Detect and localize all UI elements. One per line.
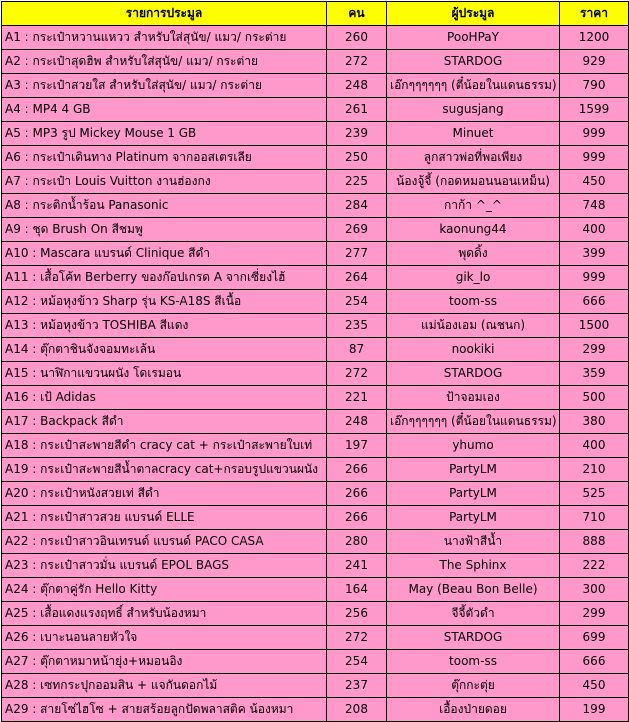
votes-cell: 235	[327, 314, 387, 338]
price-cell: 299	[560, 602, 629, 626]
table-row	[2, 698, 629, 722]
bidder-cell: เอื้องป่ายดอย	[387, 698, 560, 722]
table-row	[2, 74, 629, 98]
item-cell: A23 : กระเป๋าสาวมั่น แบรนด์ EPOL BAGS	[2, 554, 327, 578]
price-cell: 666	[560, 290, 629, 314]
votes-cell: 248	[327, 74, 387, 98]
price-cell: 999	[560, 146, 629, 170]
votes-cell: 261	[327, 98, 387, 122]
table-row	[2, 362, 629, 386]
price-cell: 748	[560, 194, 629, 218]
bidder-cell: ลูกสาวพ่อที่พอเพียง	[387, 146, 560, 170]
table-row	[2, 410, 629, 434]
price-cell: 666	[560, 650, 629, 674]
price-cell: 888	[560, 530, 629, 554]
item-cell: A27 : ตุ๊กตาหมาหน้ายุ่ง+หมอนอิง	[2, 650, 327, 674]
item-cell: A28 : เซทกระปุกออมสิน + แจกันดอกไม้	[2, 674, 327, 698]
item-cell: A8 : กระติกน้ำร้อน Panasonic	[2, 194, 327, 218]
price-cell: 450	[560, 170, 629, 194]
votes-cell: 256	[327, 602, 387, 626]
table-row	[2, 170, 629, 194]
table-row	[2, 290, 629, 314]
votes-cell: 280	[327, 530, 387, 554]
item-cell: A12 : หม้อหุงข้าว Sharp รุ่น KS-A18S สีเนื้อ	[2, 290, 327, 314]
bidder-cell: The Sphinx	[387, 554, 560, 578]
item-cell: A16 : เป้ Adidas	[2, 386, 327, 410]
price-cell: 790	[560, 74, 629, 98]
table-row	[2, 26, 629, 50]
votes-cell: 266	[327, 506, 387, 530]
table-row	[2, 386, 629, 410]
table-row	[2, 530, 629, 554]
table-header-row	[2, 2, 629, 26]
item-cell: A1 : กระเป๋าหวานแหวว สำหรับใส่สุนัข/ แมว/ กระต่าย	[2, 26, 327, 50]
price-cell: 999	[560, 266, 629, 290]
item-cell: A6 : กระเป๋าเดินทาง Platinum จากออสเตรเลีย	[2, 146, 327, 170]
price-cell: 210	[560, 458, 629, 482]
price-cell: 399	[560, 242, 629, 266]
bidder-cell: แม่น้องเอม (ณชนก)	[387, 314, 560, 338]
header-item: รายการประมูล	[2, 2, 327, 26]
table-row	[2, 674, 629, 698]
price-cell: 1599	[560, 98, 629, 122]
table-row	[2, 458, 629, 482]
bidder-cell: May (Beau Bon Belle)	[387, 578, 560, 602]
votes-cell: 239	[327, 122, 387, 146]
table-row	[2, 218, 629, 242]
table-row	[2, 194, 629, 218]
bidder-cell: STARDOG	[387, 626, 560, 650]
table-row	[2, 578, 629, 602]
item-cell: A18 : กระเป๋าสะพายสีดำ cracy cat + กระเป๋าสะพายใบเท่	[2, 434, 327, 458]
price-cell: 1500	[560, 314, 629, 338]
votes-cell: 250	[327, 146, 387, 170]
bidder-cell: จีจี้ตัวดำ	[387, 602, 560, 626]
bidder-cell: PooHPaY	[387, 26, 560, 50]
table-row	[2, 506, 629, 530]
price-cell: 400	[560, 218, 629, 242]
votes-cell: 237	[327, 674, 387, 698]
price-cell: 199	[560, 698, 629, 722]
votes-cell: 272	[327, 626, 387, 650]
bidder-cell: ตุ๊กกะตุ่ย	[387, 674, 560, 698]
votes-cell: 284	[327, 194, 387, 218]
price-cell: 450	[560, 674, 629, 698]
bidder-cell: STARDOG	[387, 362, 560, 386]
table-row	[2, 338, 629, 362]
item-cell: A17 : Backpack สีดำ	[2, 410, 327, 434]
votes-cell: 254	[327, 290, 387, 314]
votes-cell: 241	[327, 554, 387, 578]
item-cell: A7 : กระเป๋า Louis Vuitton งานฮ่องกง	[2, 170, 327, 194]
table-row	[2, 242, 629, 266]
item-cell: A20 : กระเป๋าหนังสวยเท่ สีดำ	[2, 482, 327, 506]
item-cell: A22 : กระเป๋าสาวอินเทรนด์ แบรนด์ PACO CASA	[2, 530, 327, 554]
item-cell: A2 : กระเป๋าสุดฮิพ สำหรับใส่สุนัข/ แมว/ กระต่าย	[2, 50, 327, 74]
price-cell: 929	[560, 50, 629, 74]
table-row	[2, 482, 629, 506]
table-row	[2, 626, 629, 650]
votes-cell: 164	[327, 578, 387, 602]
item-cell: A14 : ตุ๊กตาชินจังจอมทะเล้น	[2, 338, 327, 362]
price-cell: 710	[560, 506, 629, 530]
table-row	[2, 146, 629, 170]
votes-cell: 277	[327, 242, 387, 266]
item-cell: A15 : นาฬิกาแขวนผนัง โดเรมอน	[2, 362, 327, 386]
bidder-cell: PartyLM	[387, 482, 560, 506]
votes-cell: 260	[327, 26, 387, 50]
price-cell: 380	[560, 410, 629, 434]
item-cell: A25 : เสื้อแดงแรงฤทธิ์ สำหรับน้องหมา	[2, 602, 327, 626]
item-cell: A21 : กระเป๋าสาวสวย แบรนด์ ELLE	[2, 506, 327, 530]
table-row	[2, 50, 629, 74]
price-cell: 222	[560, 554, 629, 578]
item-cell: A29 : สายโซ่ไฮโซ + สายสร้อยลูกปัดพลาสติค น้องหมา	[2, 698, 327, 722]
votes-cell: 266	[327, 482, 387, 506]
table-row	[2, 434, 629, 458]
header-votes: คน	[327, 2, 387, 26]
item-cell: A11 : เสื้อโค้ท Berberry ของก๊อปเกรด A จากเซี่ยงไฮ้	[2, 266, 327, 290]
bidder-cell: นางฟ้าสีน้ำ	[387, 530, 560, 554]
auction-results-table	[1, 1, 629, 722]
price-cell: 699	[560, 626, 629, 650]
table-row	[2, 98, 629, 122]
table-row	[2, 122, 629, 146]
item-cell: A3 : กระเป๋าสวยใส สำหรับใส่สุนัข/ แมว/ กระต่าย	[2, 74, 327, 98]
bidder-cell: toom-ss	[387, 290, 560, 314]
votes-cell: 208	[327, 698, 387, 722]
votes-cell: 221	[327, 386, 387, 410]
bidder-cell: PartyLM	[387, 506, 560, 530]
item-cell: A26 : เบาะนอนลายหัวใจ	[2, 626, 327, 650]
bidder-cell: sugusjang	[387, 98, 560, 122]
table-row	[2, 266, 629, 290]
item-cell: A9 : ชุด Brush On สีชมพู	[2, 218, 327, 242]
table-row	[2, 602, 629, 626]
votes-cell: 87	[327, 338, 387, 362]
bidder-cell: STARDOG	[387, 50, 560, 74]
item-cell: A5 : MP3 รูป Mickey Mouse 1 GB	[2, 122, 327, 146]
price-cell: 359	[560, 362, 629, 386]
bidder-cell: toom-ss	[387, 650, 560, 674]
table-row	[2, 314, 629, 338]
price-cell: 525	[560, 482, 629, 506]
header-bidder: ผู้ประมูล	[387, 2, 560, 26]
table-body	[2, 26, 629, 722]
votes-cell: 254	[327, 650, 387, 674]
bidder-cell: yhumo	[387, 434, 560, 458]
bidder-cell: กาก้า ^_^	[387, 194, 560, 218]
item-cell: A10 : Mascara แบรนด์ Clinique สีดำ	[2, 242, 327, 266]
votes-cell: 272	[327, 50, 387, 74]
item-cell: A19 : กระเป๋าสะพายสีน้ำตาลcracy cat+กรอบรูปแขวนผนัง	[2, 458, 327, 482]
price-cell: 500	[560, 386, 629, 410]
table-row	[2, 554, 629, 578]
bidder-cell: gik_lo	[387, 266, 560, 290]
votes-cell: 248	[327, 410, 387, 434]
table-row	[2, 650, 629, 674]
votes-cell: 272	[327, 362, 387, 386]
bidder-cell: ป้าจอมเอง	[387, 386, 560, 410]
header-price: ราคา	[560, 2, 629, 26]
price-cell: 300	[560, 578, 629, 602]
bidder-cell: nookiki	[387, 338, 560, 362]
item-cell: A4 : MP4 4 GB	[2, 98, 327, 122]
votes-cell: 197	[327, 434, 387, 458]
bidder-cell: PartyLM	[387, 458, 560, 482]
price-cell: 400	[560, 434, 629, 458]
votes-cell: 266	[327, 458, 387, 482]
votes-cell: 225	[327, 170, 387, 194]
item-cell: A24 : ตุ๊กตาคู่รัก Hello Kitty	[2, 578, 327, 602]
bidder-cell: น้องจู้จี้ (กอดหมอนนอนเหม็น)	[387, 170, 560, 194]
bidder-cell: เอ๊กๆๆๆๆๆๆ (ตี๋น้อยในแดนธรรม)	[387, 410, 560, 434]
price-cell: 999	[560, 122, 629, 146]
bidder-cell: เอ๊กๆๆๆๆๆๆ (ตี๋น้อยในแดนธรรม)	[387, 74, 560, 98]
item-cell: A13 : หม้อหุงข้าว TOSHIBA สีแดง	[2, 314, 327, 338]
bidder-cell: kaonung44	[387, 218, 560, 242]
bidder-cell: พุดดิ้ง	[387, 242, 560, 266]
votes-cell: 264	[327, 266, 387, 290]
price-cell: 299	[560, 338, 629, 362]
votes-cell: 269	[327, 218, 387, 242]
bidder-cell: Minuet	[387, 122, 560, 146]
price-cell: 1200	[560, 26, 629, 50]
